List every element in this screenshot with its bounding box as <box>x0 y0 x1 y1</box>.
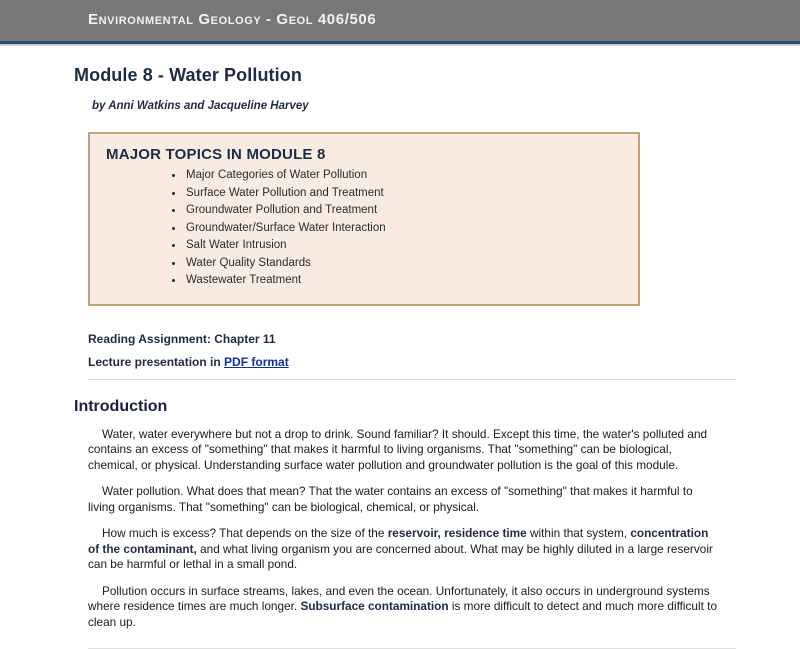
list-item: Groundwater/Surface Water Interaction <box>172 220 622 238</box>
major-topics-heading: MAJOR TOPICS IN MODULE 8 <box>106 146 326 163</box>
resources-section <box>88 332 740 369</box>
text-run: is more difficult to detect and much more difficult to clean up. <box>88 599 718 629</box>
introduction-body <box>74 427 740 631</box>
paragraph <box>88 427 722 474</box>
pdf-format-link[interactable]: PDF format <box>224 354 289 369</box>
major-topics-list <box>106 167 622 290</box>
major-topics-box <box>88 132 640 306</box>
paragraph <box>88 584 722 631</box>
list-item: Major Categories of Water Pollution <box>172 167 622 185</box>
banner-divider-light <box>0 44 800 46</box>
list-item: Salt Water Intrusion <box>172 237 622 255</box>
text-run: Water, water everywhere but not a drop to drink. Sound familiar? It should. Except this time, the water's polluted and contains an excess of "something" that makes it harmful to living organisms. That "something" can be biological, chemical, or physical. Understanding surface water pollution and groundwater pollution is the goal of this module. <box>88 426 708 472</box>
page-content <box>0 65 800 649</box>
paragraph <box>88 526 722 573</box>
site-banner <box>0 0 800 41</box>
paragraph <box>88 484 722 515</box>
emphasized-term: Subsurface contamination <box>300 599 449 613</box>
list-item: Groundwater Pollution and Treatment <box>172 202 622 220</box>
author-byline: by Anni Watkins and Jacqueline Harvey <box>92 100 309 112</box>
emphasized-term: concentration of the contaminant, <box>88 526 709 556</box>
list-item: Water Quality Standards <box>172 255 622 273</box>
lecture-presentation-label: Lecture presentation in <box>88 354 225 369</box>
list-item: Surface Water Pollution and Treatment <box>172 185 622 203</box>
introduction-heading: Introduction <box>74 397 168 415</box>
list-item: Wastewater Treatment <box>172 272 622 290</box>
lecture-presentation-line <box>88 355 740 369</box>
text-run: within that system, <box>526 526 631 540</box>
reading-assignment: Reading Assignment: Chapter 11 <box>88 331 276 346</box>
text-run: How much is excess? That depends on the size of the <box>102 526 388 540</box>
text-run: Pollution occurs in surface streams, lakes, and even the ocean. Unfortunately, it also occurs in underground systems where residence times are much longer. <box>88 583 710 613</box>
emphasized-term: reservoir, residence time <box>387 526 527 540</box>
page-title: Module 8 - Water Pollution <box>74 65 302 85</box>
text-run: Water pollution. What does that mean? That the water contains an excess of "something" that makes it harmful to living organisms. That "something" can be biological, chemical, or physical. <box>88 484 693 514</box>
course-title: Environmental Geology - Geol 406/506 <box>88 11 377 28</box>
text-run: and what living organism you are concerned about. What may be highly diluted in a large reservoir can be harmful or lethal in a small pond. <box>88 541 713 571</box>
section-divider-top <box>88 379 736 380</box>
